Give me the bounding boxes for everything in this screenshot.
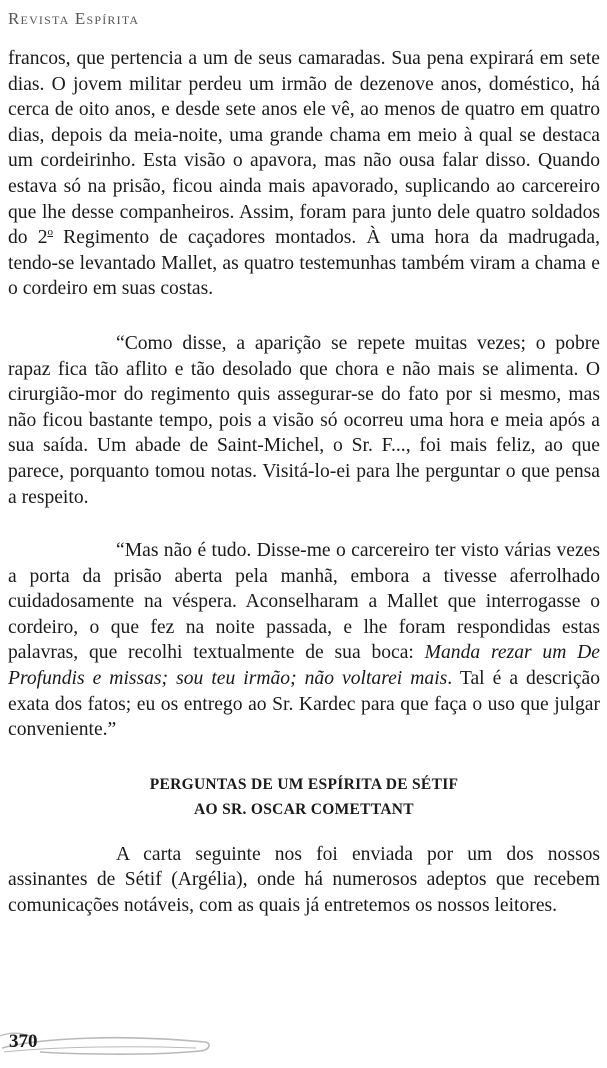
- running-head: Revista Espírita: [8, 9, 140, 28]
- quoted-message: Manda rezar um De Profundis e missas; sou teu irmão; não voltarei mais: [8, 642, 601, 690]
- section-heading-line-1: PERGUNTAS DE UM ESPÍRITA DE SÉTIF: [149, 775, 459, 793]
- paragraph-text: . Tal é a descrição exata dos fatos; eu os entrego ao Sr. Kardec para que faça o uso que julgar conveniente.”: [8, 668, 601, 741]
- ordinal-indicator: o: [47, 226, 54, 239]
- body-text: [8, 46, 600, 919]
- paragraph: [8, 46, 600, 302]
- paragraph: “Como disse, a aparição se repete muitas vezes; o pobre rapaz fica tão aflito e tão desolado que chora e não mais se alimenta. O cirurgião-mor do regimento quis assegurar-se do fato por si mesmo, mas não ficou bastante tempo, pois a visão só ocorreu uma hora e meia após a sua saída. Um abade de Saint-Michel, o Sr. F..., foi mais feliz, ao que parece, porquanto tomou notas. Visitá-lo-ei para lhe perguntar o que pensa a respeito.: [8, 332, 600, 508]
- paragraph-text: Regimento de caçadores montados. À uma hora da madrugada, tendo-se levantado Mallet, as quatro testemunhas também viram a chama e o cordeiro em suas costas.: [8, 227, 600, 300]
- paragraph: A carta seguinte nos foi enviada por um dos nossos assinantes de Sétif (Argélia), onde há numerosos adeptos que recebem comunicações notáveis, com as quais já entretemos os nossos leitores.: [8, 843, 600, 917]
- section-heading-line-2: AO SR. OSCAR COMETTANT: [194, 800, 414, 818]
- paragraph-text: “Mas não é tudo. Disse-me o carcereiro ter visto várias vezes a porta da prisão aberta pela manhã, embora a tivesse aferrolhado cuidadosamente na véspera. Aconselharam a Mallet que interrogasse o cordeiro, o que fez na noite passada, e lhe foram respondidas estas palavras, que recolhi textualmente de sua boca:: [8, 540, 600, 664]
- paragraph-text: francos, que pertencia a um de seus camaradas. Sua pena expirará em sete dias. O jovem militar perdeu um irmão de dezenove anos, doméstico, há cerca de oito anos, e desde sete anos ele vê, ao menos de quatro em quatro dias, depois da meia-noite, uma grande chama em meio à qual se destaca um cordeirinho. Esta visão o apavora, mas não ousa falar disso. Quando estava só na prisão, ficou ainda mais apavorado, suplicando ao carcereiro que lhe desse companheiros. Assim, foram para junto dele quatro soldados do 2: [8, 48, 600, 249]
- paragraph: [8, 538, 600, 743]
- page-number: 370: [9, 1031, 38, 1052]
